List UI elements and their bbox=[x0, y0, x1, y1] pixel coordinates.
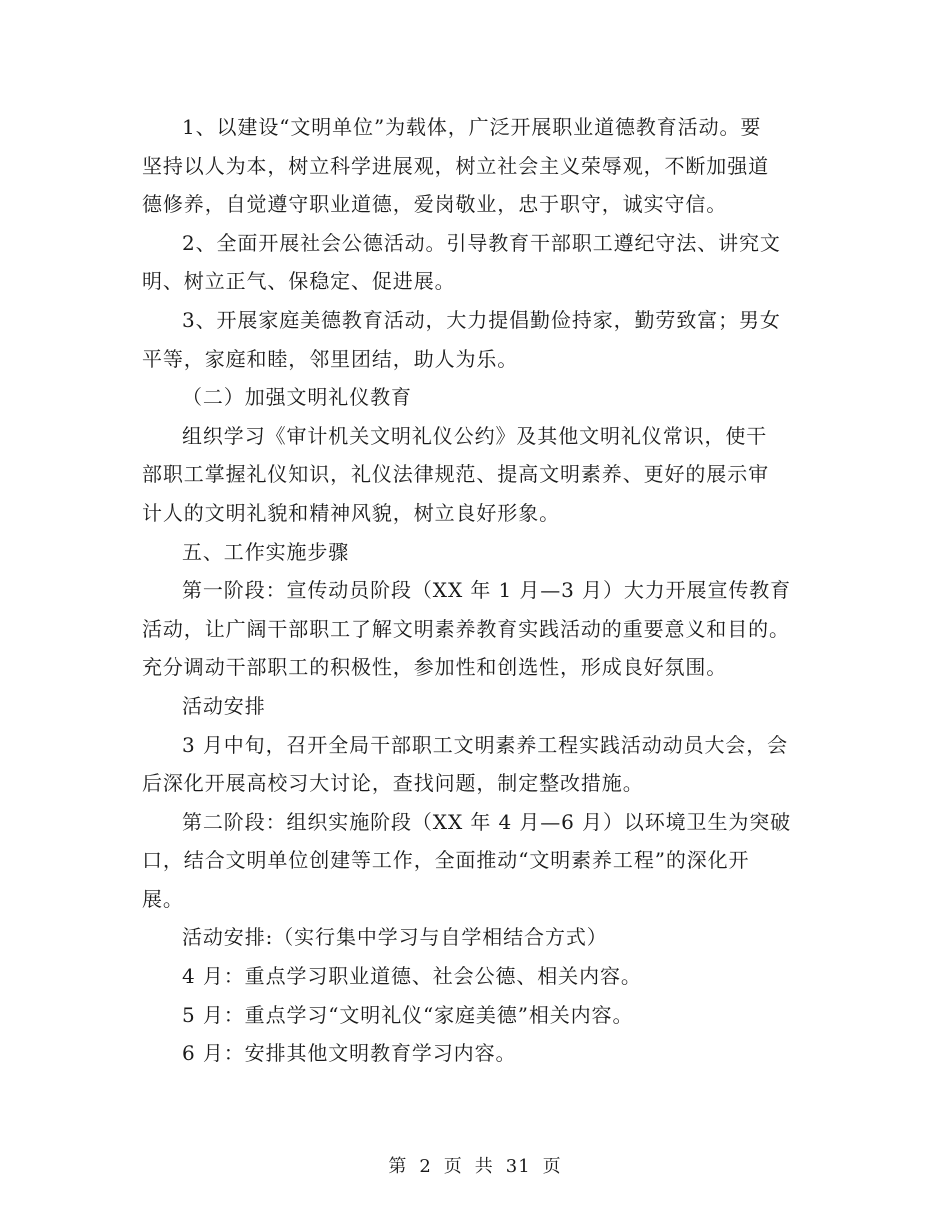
paragraph-line: 3、开展家庭美德教育活动，大力提倡勤俭持家，勤劳致富；男女 bbox=[182, 307, 781, 332]
page-footer bbox=[0, 1152, 950, 1178]
paragraph-line: 第一阶段：宣传动员阶段（XX 年 1 月—3 月）大力开展宣传教育 bbox=[182, 578, 792, 603]
paragraph bbox=[142, 378, 810, 417]
paragraph-line: 德修养，自觉遵守职业道德，爱岗敬业，忠于职守，诚实守信。 bbox=[142, 192, 728, 217]
paragraph-line: 后深化开展高校习大讨论，查找问题，制定整改措施。 bbox=[142, 771, 644, 796]
paragraph-line: 五、工作实施步骤 bbox=[182, 539, 350, 564]
page-current-number: 2 bbox=[419, 1156, 432, 1177]
paragraph bbox=[142, 918, 810, 957]
paragraph bbox=[142, 726, 810, 803]
paragraph-line: 活动安排:（实行集中学习与自学相结合方式） bbox=[182, 925, 608, 950]
paragraph-line: 1、以建设“文明单位”为载体，广泛开展职业道德教育活动。要 bbox=[182, 115, 762, 139]
paragraph bbox=[142, 533, 810, 572]
paragraph-line: 活动安排 bbox=[182, 693, 266, 718]
paragraph-line: 组织学习《审计机关文明礼仪公约》及其他文明礼仪常识，使干 bbox=[182, 423, 768, 448]
paragraph bbox=[142, 417, 810, 533]
paragraph bbox=[142, 687, 810, 726]
paragraph-line: 口，结合文明单位创建等工作，全面推动“文明素养工程”的深化开 bbox=[142, 848, 750, 873]
paragraph bbox=[142, 571, 810, 687]
paragraph-line: 充分调动干部职工的积极性，参加性和创选性，形成良好氛围。 bbox=[142, 655, 728, 680]
paragraph bbox=[142, 301, 810, 378]
page-label-suffix: 页 bbox=[542, 1156, 562, 1177]
paragraph-line: 部职工掌握礼仪知识，礼仪法律规范、提高文明素养、更好的展示审 bbox=[142, 462, 769, 487]
paragraph-line: 平等，家庭和睦，邻里团结，助人为乐。 bbox=[142, 346, 519, 371]
paragraph-line: 第二阶段：组织实施阶段（XX 年 4 月—6 月）以环境卫生为突破 bbox=[182, 809, 792, 834]
paragraph bbox=[142, 1034, 810, 1073]
page-label-prefix: 第 bbox=[388, 1156, 408, 1177]
paragraph-line: 5 月：重点学习“文明礼仪“家庭美德”相关内容。 bbox=[182, 1002, 634, 1027]
paragraph-line: 坚持以人为本，树立科学进展观，树立社会主义荣辱观，不断加强道 bbox=[142, 153, 769, 178]
paragraph-line: 3 月中旬，召开全局干部职工文明素养工程实践活动动员大会，会 bbox=[182, 732, 789, 757]
page-total-prefix: 共 bbox=[474, 1156, 494, 1177]
page-label-mid: 页 bbox=[443, 1156, 463, 1177]
paragraph bbox=[142, 996, 810, 1035]
paragraph-line: 计人的文明礼貌和精神风貌，树立良好形象。 bbox=[142, 500, 560, 525]
paragraph-line: 活动，让广阔干部职工了解文明素养教育实践活动的重要意义和目的。 bbox=[142, 616, 790, 641]
paragraph-line: （二）加强文明礼仪教育 bbox=[182, 385, 412, 410]
paragraph bbox=[142, 224, 810, 301]
paragraph bbox=[142, 803, 810, 919]
paragraph-line: 4 月：重点学习职业道德、社会公德、相关内容。 bbox=[182, 964, 642, 989]
page-total-number: 31 bbox=[505, 1156, 531, 1177]
document-body bbox=[142, 108, 810, 1073]
paragraph-line: 展。 bbox=[142, 886, 184, 911]
paragraph bbox=[142, 108, 810, 224]
paragraph-line: 2、全面开展社会公德活动。引导教育干部职工遵纪守法、讲究文 bbox=[182, 230, 781, 255]
paragraph-line: 明、树立正气、保稳定、促进展。 bbox=[142, 269, 456, 294]
paragraph bbox=[142, 957, 810, 996]
paragraph-line: 6 月：安排其他文明教育学习内容。 bbox=[182, 1041, 517, 1066]
